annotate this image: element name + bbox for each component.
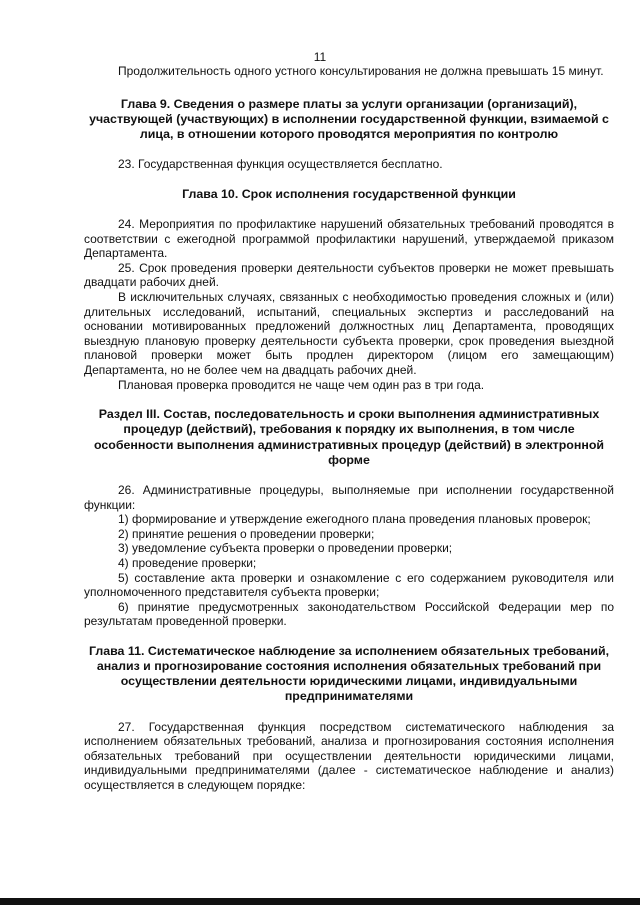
heading-chapter-11: Глава 11. Систематическое наблюдение за исполнением обязательных требований, анализ и прогнозирование состояния исполнения обязательных требований при осуществлении деятельности юридическими лицами, индивидуальными предпринимателями	[88, 643, 610, 704]
heading-chapter-10: Глава 10. Срок исполнения государственной функции	[182, 186, 516, 201]
paragraph-consultation-duration: Продолжительность одного устного консультирования не должна превышать 15 минут.	[118, 64, 604, 78]
paragraph-25: 25. Срок проведения проверки деятельности субъектов проверки не может превышать двадцати рабочих дней.	[84, 260, 614, 290]
list-item-26-5: 5) составление акта проверки и ознакомление с его содержанием руководителя или уполномоченного представителя субъекта проверки;	[84, 570, 614, 600]
list-item-26-6: 6) принятие предусмотренных законодательством Российской Федерации мер по результатам проведенной проверки.	[84, 599, 614, 629]
page-number: 11	[313, 50, 327, 64]
list-item-26-3: 3) уведомление субъекта проверки о проведении проверки;	[118, 541, 453, 556]
heading-section-3: Раздел III. Состав, последовательность и сроки выполнения административных процедур (действий), требования к порядку их выполнения, в том числе особенности выполнения административных процедур (действий) в электронной форме	[93, 407, 605, 467]
list-item-26-4: 4) проведение проверки;	[118, 555, 257, 570]
list-item-26-2: 2) принятие решения о проведении проверки;	[118, 526, 375, 541]
paragraph-25-frequency: Плановая проверка проводится не чаще чем один раз в три года.	[118, 377, 485, 392]
paragraph-25-extension: В исключительных случаях, связанных с необходимостью проведения сложных и (или) длительных исследований, испытаний, специальных экспертиз и расследований на основании мотивированных предложений должностных лиц Департамента, проводящих выездную плановую проверку деятельности субъекта проверки, срок проведения выездной плановой проверки может быть продлен директором (лицом его замещающим) Департамента, но не более чем на двадцать рабочих дней.	[84, 289, 614, 377]
paragraph-24: 24. Мероприятия по профилактике нарушений обязательных требований проводятся в соответствии с ежегодной программой профилактики нарушений, утверждаемой приказом Департамента.	[84, 217, 614, 261]
paragraph-23: 23. Государственная функция осуществляется бесплатно.	[118, 157, 443, 172]
paragraph-26: 26. Административные процедуры, выполняемые при исполнении государственной функции:	[84, 482, 614, 512]
page-content	[84, 64, 614, 793]
heading-chapter-9: Глава 9. Сведения о размере платы за услуги организации (организаций), участвующей (участвующих) в исполнении государственной функции, взимаемой с лица, в отношении которого проводятся мероприятия по контролю	[89, 96, 609, 141]
paragraph-27: 27. Государственная функция посредством систематического наблюдения за исполнением обязательных требований, анализа и прогнозирования состояния исполнения обязательных требований при осуществлении деятельности юридическими лицами, индивидуальными предпринимателями (далее - систематическое наблюдение и анализ) осуществляется в следующем порядке:	[84, 719, 614, 793]
scan-bottom-edge	[0, 898, 640, 905]
list-item-26-1: 1) формирование и утверждение ежегодного плана проведения плановых проверок;	[118, 512, 591, 527]
